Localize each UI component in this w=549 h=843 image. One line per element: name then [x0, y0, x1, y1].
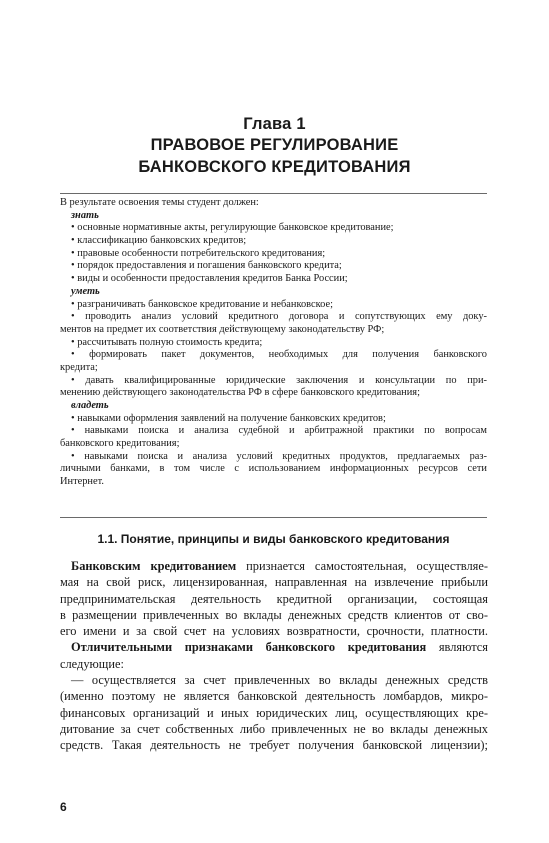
objectives-bottom-rule	[60, 517, 487, 518]
chapter-title-line-1: ПРАВОВОЕ РЕГУЛИРОВАНИЕ	[150, 136, 399, 154]
know-item: • порядок предоставления и погашения банковского кредита;	[71, 260, 342, 272]
paragraph-2-line: следующие:	[60, 656, 124, 671]
know-label: знать	[71, 209, 99, 221]
able-item: • рассчитывать полную стоимость кредита;	[71, 336, 263, 348]
page-number: 6	[60, 800, 67, 814]
master-item-continued: банковского кредитования;	[60, 438, 180, 450]
paragraph-3-line: дитование за счет собственных либо привлеченных не во вклады денежных	[60, 721, 488, 736]
able-item-continued: менению действующего законодательства РФ в сфере банковского кредитования;	[60, 387, 420, 399]
able-item: • давать квалифицированные юридические заключения и консультации по при-	[71, 374, 487, 386]
paragraph-3-line: финансовых организаций и иных юридических лиц, осуществляющих кре-	[60, 705, 488, 720]
able-item-continued: ментов на предмет их соответствия действующему законодательству РФ;	[60, 323, 385, 335]
section-heading: 1.1. Понятие, принципы и виды банковского кредитования	[97, 532, 450, 546]
know-item: • классификацию банковских кредитов;	[71, 235, 247, 247]
able-item-continued: кредита;	[60, 361, 98, 373]
paragraph-1-line: его имени и за свой счет на условиях возвратности, срочности, платности.	[60, 624, 488, 639]
paragraph-1-first-line	[60, 558, 488, 574]
body-text	[60, 558, 488, 754]
term-distinctive-features: Отличительными признаками банковского кредитования	[71, 640, 427, 655]
able-item: • разграничивать банковское кредитование и небанковское;	[71, 298, 333, 310]
objectives-intro: В результате освоения темы студент должен:	[60, 197, 259, 208]
learning-objectives-box	[60, 197, 487, 489]
able-item: • проводить анализ условий кредитного договора и сопутствующих ему доку-	[71, 311, 487, 323]
paragraph-2-first-line-text: являются	[426, 640, 488, 655]
able-label: уметь	[71, 285, 100, 297]
objectives-top-rule	[60, 193, 487, 194]
master-item-continued: Интернет.	[60, 476, 104, 488]
paragraph-3-line: средств. Такая деятельность не требует получения банковской лицензии);	[60, 738, 488, 753]
paragraph-1-line: предпринимательская деятельность кредитной организации, состоящая	[60, 591, 488, 606]
paragraph-3-line: (именно поэтому не является банковской деятельность ломбардов, микро-	[60, 689, 488, 704]
master-item: • навыками оформления заявлений на получение банковских кредитов;	[71, 412, 386, 424]
chapter-title-line-2: БАНКОВСКОГО КРЕДИТОВАНИЯ	[138, 158, 411, 176]
chapter-number: Глава 1	[243, 115, 306, 133]
master-item-continued: личными банками, в том числе с использованием информационных ресурсов сети	[60, 463, 487, 475]
know-item: • виды и особенности предоставления кредитов Банка России;	[71, 273, 348, 285]
know-item: • правовые особенности потребительского кредитования;	[71, 247, 326, 259]
paragraph-1-line: в размещении привлеченных во вклады денежных средств клиентов от сво-	[60, 607, 488, 622]
master-item: • навыками поиска и анализа судебной и арбитражной практики по вопросам	[71, 425, 487, 437]
paragraph-1-line: мая на свой риск, лицензированная, направленная на извлечение прибыли	[60, 575, 488, 590]
paragraph-3-line: — осуществляется за счет привлеченных во вклады денежных средств	[71, 673, 488, 688]
paragraph-2-first-line	[60, 639, 488, 655]
term-bank-lending: Банковским кредитованием	[71, 559, 237, 573]
paragraph-1-first-line-text: признается самостоятельная, осуществляе-	[236, 559, 489, 573]
know-item: • основные нормативные акты, регулирующие банковское кредитование;	[71, 222, 394, 234]
able-item: • формировать пакет документов, необходимых для получения банковского	[71, 349, 487, 361]
master-label: владеть	[71, 400, 109, 411]
master-item: • навыками поиска и анализа условий кредитных продуктов, предлагаемых раз-	[71, 450, 487, 462]
